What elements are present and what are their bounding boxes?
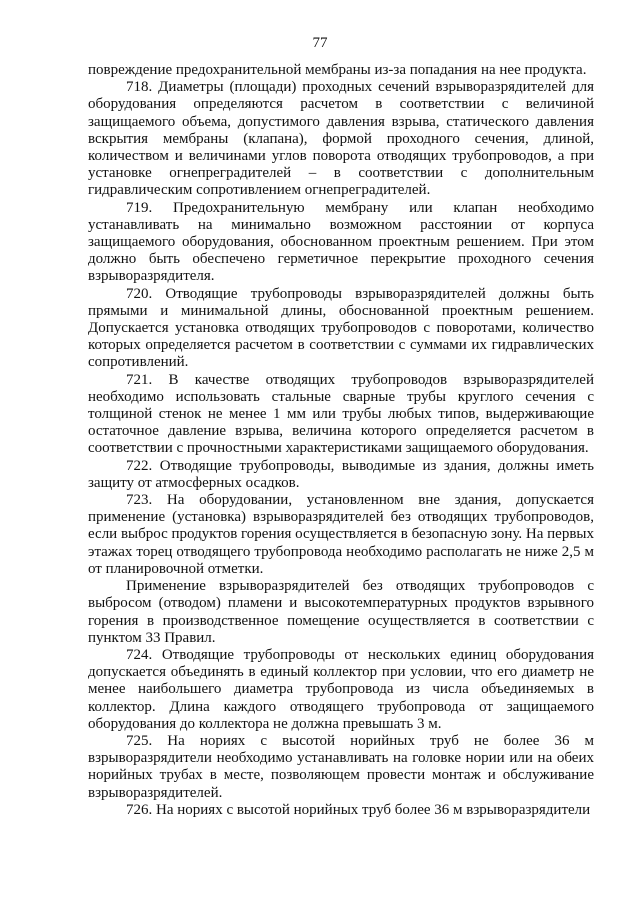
paragraph-723-continuation: Применение взрыворазрядителей без отводящих трубопроводов с выбросом (отводом) пламени и высокотемпературных продуктов взрывного горения в производственное помещение осуществляется в соответствии с пунктом 33 Правил. — [88, 578, 594, 646]
paragraph-719: 719. Предохранительную мембрану или клапан необходимо устанавливать на минимально возможном расстоянии от корпуса защищаемого оборудования, обоснованном проектным решением. При этом должно быть обеспечено герметичное перекрытие проходного сечения взрыворазрядителя. — [88, 199, 594, 285]
paragraph-continuation: повреждение предохранительной мембраны из-за попадания на нее продукта. — [88, 62, 587, 78]
page-number: 77 — [312, 35, 328, 51]
paragraph-720: 720. Отводящие трубопроводы взрыворазрядителей должны быть прямыми и минимальной длины, обоснованной проектным решением. Допускается установка отводящих трубопроводов с поворотами, количество которых определяется расчетом в соответствии с суммами их гидравлических сопротивлений. — [88, 285, 594, 371]
paragraph-724: 724. Отводящие трубопроводы от нескольких единиц оборудования допускается объединять в единый коллектор при условии, что его диаметр не менее наибольшего диаметра трубопровода из числа объединяемых в коллектор. Длина каждого отводящего трубопровода от защищаемого оборудования до коллектора не должна превышать 3 м. — [88, 646, 594, 732]
paragraph-722: 722. Отводящие трубопроводы, выводимые из здания, должны иметь защиту от атмосферных осадков. — [88, 457, 594, 491]
paragraph-726: 726. На нориях с высотой норийных труб более 36 м взрыворазрядители — [126, 801, 591, 818]
paragraph-718: 718. Диаметры (площади) проходных сечений взрыворазрядителей для оборудования определяются расчетом в соответствии с величиной защищаемого объема, допустимого давления взрыва, статического давления вскрытия мембраны (клапана), формой проходного сечения, длиной, количеством и величинами углов поворота отводящих трубопроводов, а при установке огнепреградителей – в соответствии с дополнительным гидравлическим сопротивлением огнепреградителей. — [88, 79, 594, 199]
paragraph-725: 725. На нориях с высотой норийных труб не более 36 м взрыворазрядители необходимо устанавливать на головке нории или на обеих норийных трубах в месте, позволяющем провести монтаж и обслуживание взрыворазрядителей. — [88, 732, 594, 801]
paragraph-721: 721. В качестве отводящих трубопроводов взрыворазрядителей необходимо использовать стальные сварные трубы круглого сечения с толщиной стенок не менее 1 мм или трубы любых типов, выдерживающие остаточное давление взрыва, величина которого определяется расчетом в соответствии с прочностными характеристиками защищаемого оборудования. — [88, 371, 594, 457]
document-body — [88, 62, 594, 819]
paragraph-723: 723. На оборудовании, установленном вне здания, допускается применение (установка) взрыворазрядителей без отводящих трубопроводов, если выброс продуктов горения осуществляется в безопасную зону. На первых этажах торец отводящего трубопровода необходимо располагать не ниже 2,5 м от планировочной отметки. — [88, 492, 594, 577]
